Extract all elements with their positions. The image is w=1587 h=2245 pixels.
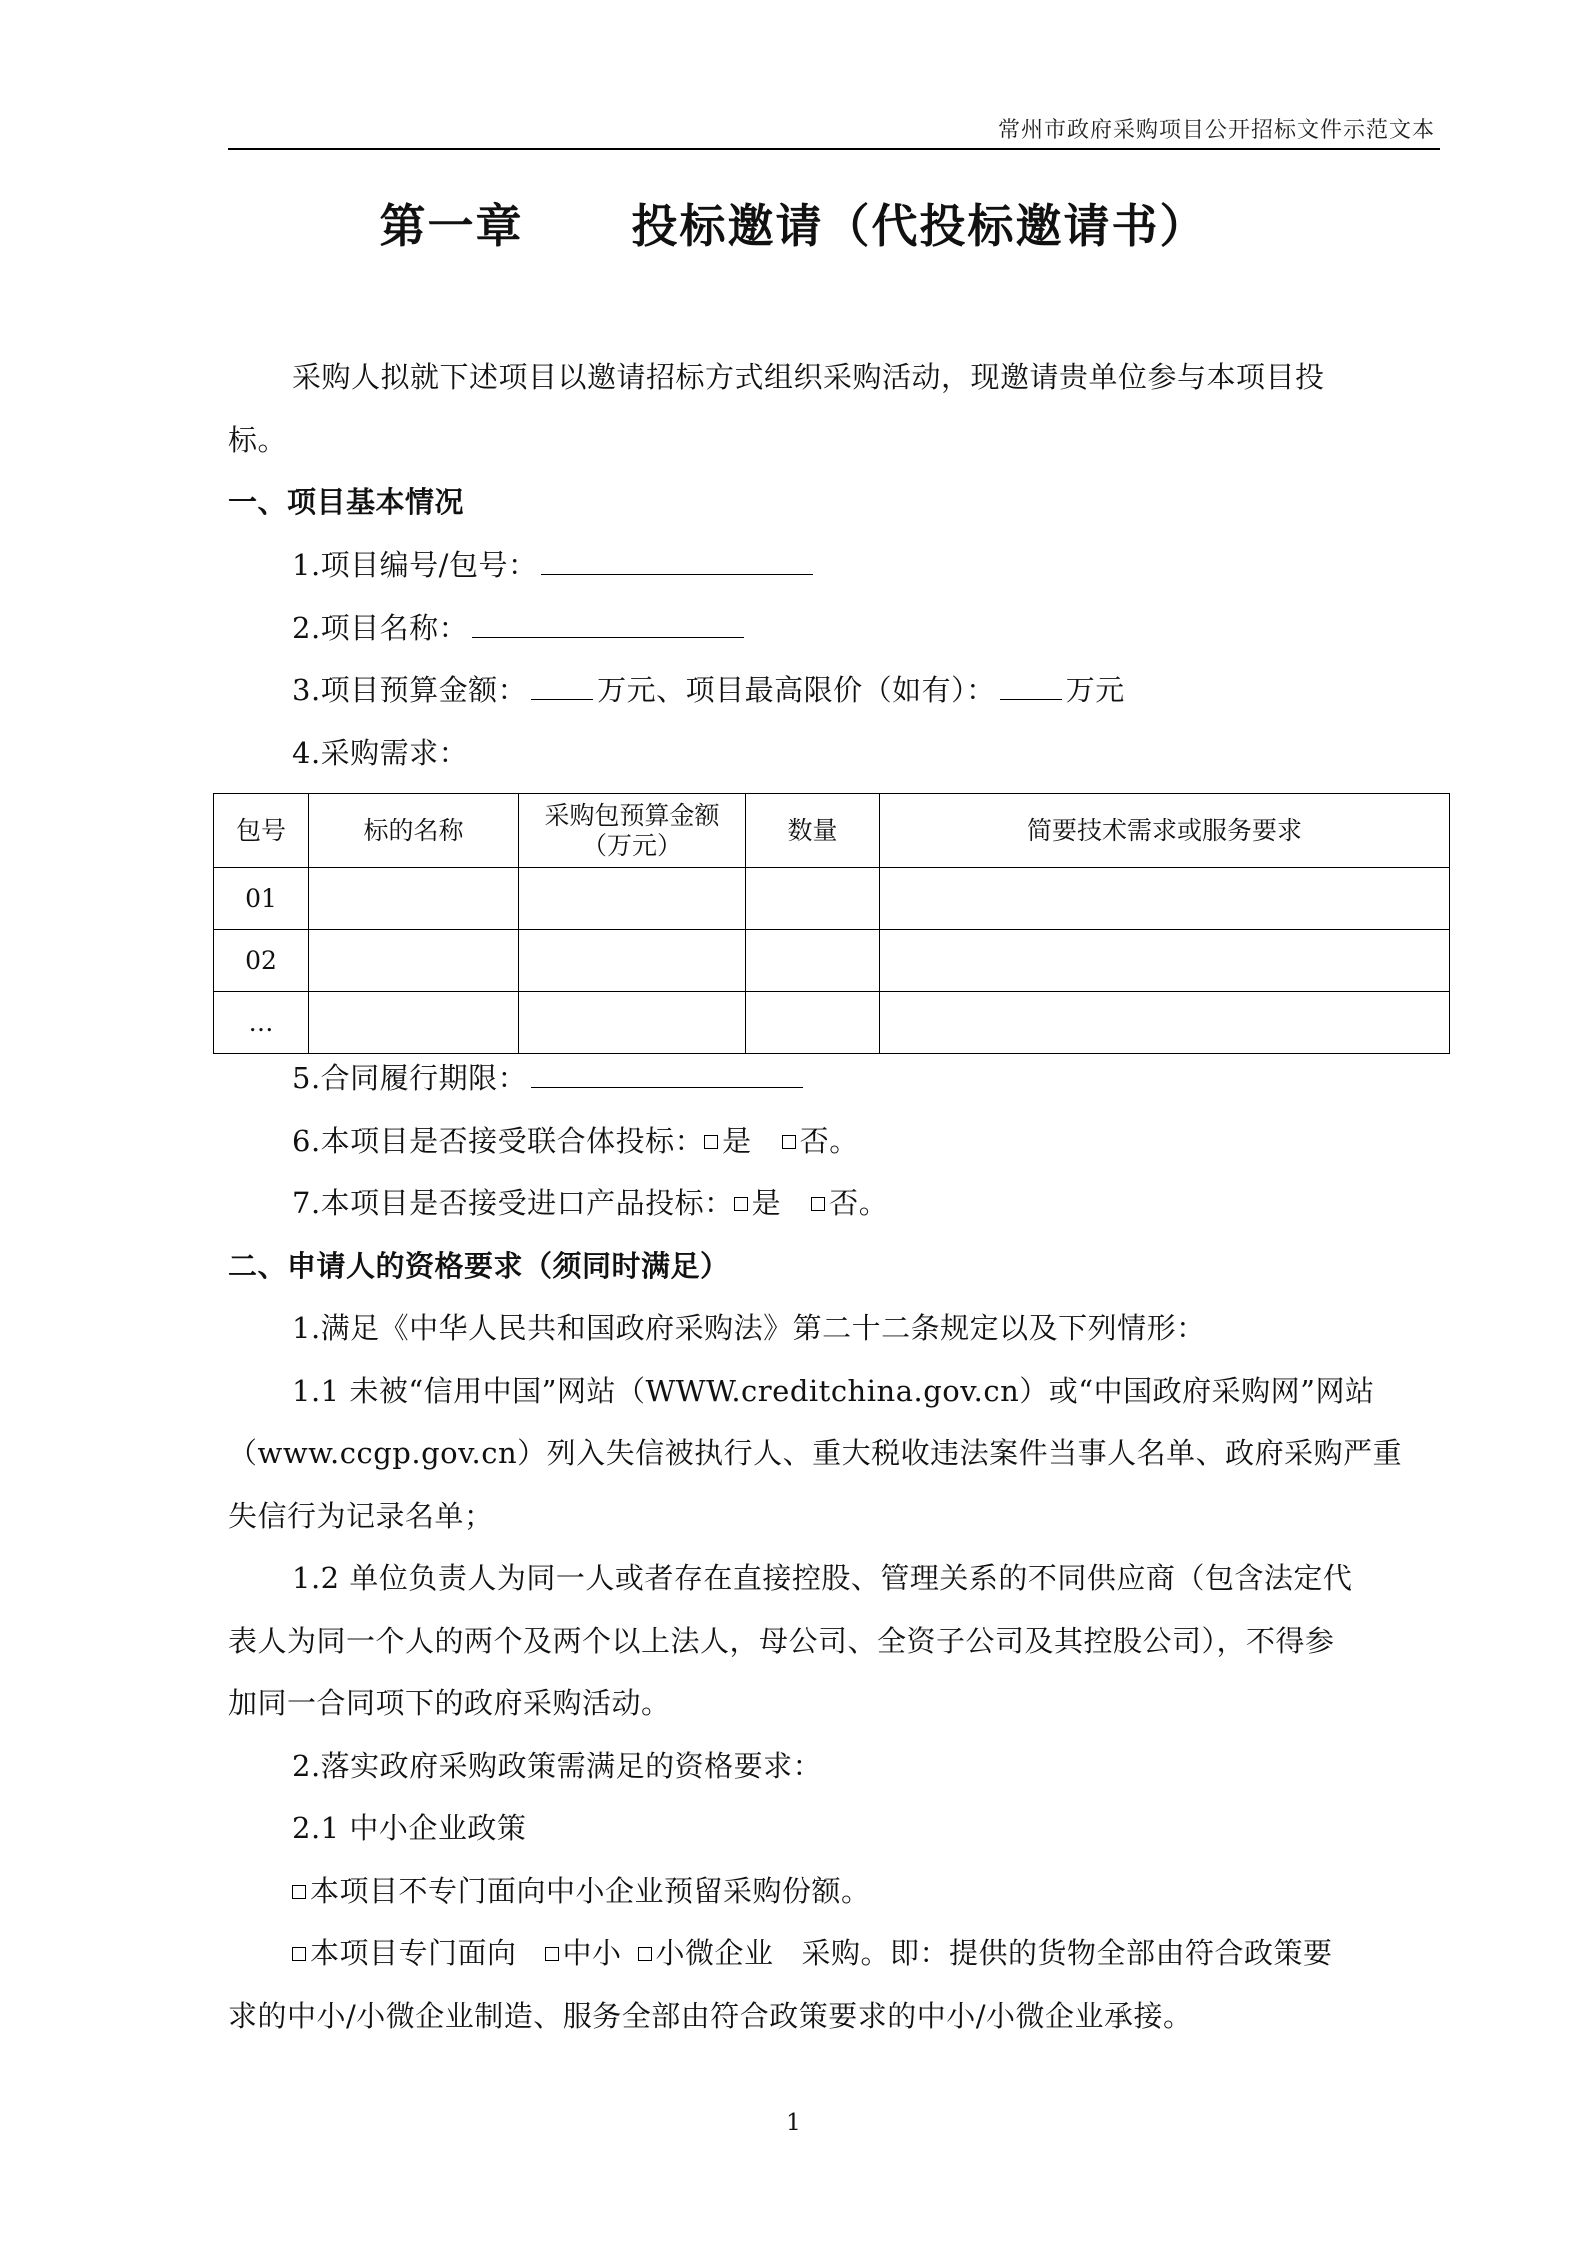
sme-option-1 [292, 1871, 871, 1911]
header-budget-line2: （万元） [581, 830, 682, 860]
project-number-blank [541, 546, 813, 575]
section2-p1-1-line2: （www.ccgp.gov.cn）列入失信被执行人、重大税收违法案件当事人名单、政府采购严重 [228, 1436, 1403, 1470]
item3-budget [292, 670, 1125, 710]
sme-option-2-d: 采购。即：提供的货物全部由符合政策要 [801, 1936, 1333, 1970]
item3-suffix: 万元 [1065, 673, 1125, 707]
cell-empty [880, 930, 1450, 992]
budget-blank [531, 671, 593, 700]
table-row [214, 930, 1450, 992]
item6-consortium [292, 1121, 859, 1161]
checkbox-icon[interactable] [704, 1135, 718, 1149]
sme-option-2-b: 中小 [562, 1936, 622, 1970]
header-budget [519, 794, 746, 868]
section2-p1: 1.满足《中华人民共和国政府采购法》第二十二条规定以及下列情形： [292, 1311, 1206, 1345]
section2-p1-2-line3: 加同一合同项下的政府采购活动。 [228, 1686, 671, 1720]
cell-empty [519, 868, 746, 930]
item5-label: 5.合同履行期限： [292, 1061, 528, 1095]
yes-label: 是 [722, 1124, 752, 1158]
cell-empty [309, 930, 519, 992]
checkbox-icon[interactable] [545, 1947, 559, 1961]
header-quantity: 数量 [746, 794, 880, 868]
header-budget-line1: 采购包预算金额 [544, 800, 720, 830]
cell-package: 01 [214, 868, 309, 930]
item7-imported [292, 1183, 888, 1223]
yes-label: 是 [751, 1186, 782, 1220]
intro-line-1: 采购人拟就下述项目以邀请招标方式组织采购活动，现邀请贵单位参与本项目投 [292, 360, 1325, 394]
contract-period-blank [531, 1059, 803, 1088]
checkbox-icon[interactable] [638, 1947, 652, 1961]
header-package: 包号 [214, 794, 309, 868]
cell-empty [746, 930, 880, 992]
checkbox-icon[interactable] [811, 1197, 825, 1211]
cell-empty [309, 868, 519, 930]
item4-label: 4.采购需求： [292, 736, 469, 770]
running-header: 常州市政府采购项目公开招标文件示范文本 [997, 118, 1435, 143]
item1-label: 1.项目编号/包号： [292, 548, 538, 582]
table-row [214, 992, 1450, 1054]
cell-empty [519, 930, 746, 992]
no-label: 否。 [829, 1186, 889, 1220]
max-price-blank [1000, 671, 1062, 700]
section2-heading: 二、申请人的资格要求（须同时满足） [228, 1249, 730, 1283]
chapter-title: 第一章 投标邀请（代投标邀请书） [379, 199, 1208, 253]
checkbox-icon[interactable] [782, 1135, 796, 1149]
item1-project-number [292, 545, 817, 585]
sme-option-2-a: 本项目专门面向 [310, 1936, 517, 1970]
header-requirements: 简要技术需求或服务要求 [880, 794, 1450, 868]
header-rule [228, 148, 1440, 150]
section2-p2: 2.落实政府采购政策需满足的资格要求： [292, 1749, 823, 1783]
item2-project-name [292, 608, 748, 648]
checkbox-icon[interactable] [292, 1947, 306, 1961]
sme-option-1-text: 本项目不专门面向中小企业预留采购份额。 [310, 1874, 871, 1908]
procurement-requirements-table [213, 793, 1450, 1054]
item5-contract-period [292, 1058, 807, 1098]
cell-empty [519, 992, 746, 1054]
item6-label: 6.本项目是否接受联合体投标： [292, 1124, 705, 1158]
section2-p1-1-line3: 失信行为记录名单； [228, 1499, 494, 1533]
section2-p2-1: 2.1 中小企业政策 [292, 1811, 527, 1845]
cell-empty [746, 868, 880, 930]
cell-empty [880, 868, 1450, 930]
section2-p1-2-line2: 表人为同一个人的两个及两个以上法人，母公司、全资子公司及其控股公司），不得参 [228, 1624, 1335, 1658]
sme-option-2 [292, 1933, 1333, 1973]
item2-label: 2.项目名称： [292, 611, 469, 645]
table-row [214, 868, 1450, 930]
header-item-name: 标的名称 [309, 794, 519, 868]
section2-p1-2-line1: 1.2 单位负责人为同一人或者存在直接控股、管理关系的不同供应商（包含法定代 [292, 1561, 1353, 1595]
intro-line-2: 标。 [228, 423, 288, 457]
cell-empty [746, 992, 880, 1054]
item3-mid: 万元、项目最高限价（如有）： [597, 673, 996, 707]
cell-empty [309, 992, 519, 1054]
item7-label: 7.本项目是否接受进口产品投标： [292, 1186, 734, 1220]
project-name-blank [472, 609, 744, 638]
no-label: 否。 [799, 1124, 859, 1158]
sme-option-2-c: 小微企业 [655, 1936, 774, 1970]
table-header-row [214, 794, 1450, 868]
item3-prefix: 3.项目预算金额： [292, 673, 528, 707]
sme-option-2-line2: 求的中小/小微企业制造、服务全部由符合政策要求的中小/小微企业承接。 [228, 1999, 1193, 2033]
section1-heading: 一、项目基本情况 [228, 485, 465, 519]
section2-p1-1-line1: 1.1 未被“信用中国”网站（WWW.creditchina.gov.cn）或“中国政府采购网”网站 [292, 1374, 1375, 1408]
cell-empty [880, 992, 1450, 1054]
cell-package: … [214, 992, 309, 1054]
checkbox-icon[interactable] [292, 1885, 306, 1899]
checkbox-icon[interactable] [734, 1197, 748, 1211]
cell-package: 02 [214, 930, 309, 992]
page-number: 1 [786, 2110, 801, 2136]
